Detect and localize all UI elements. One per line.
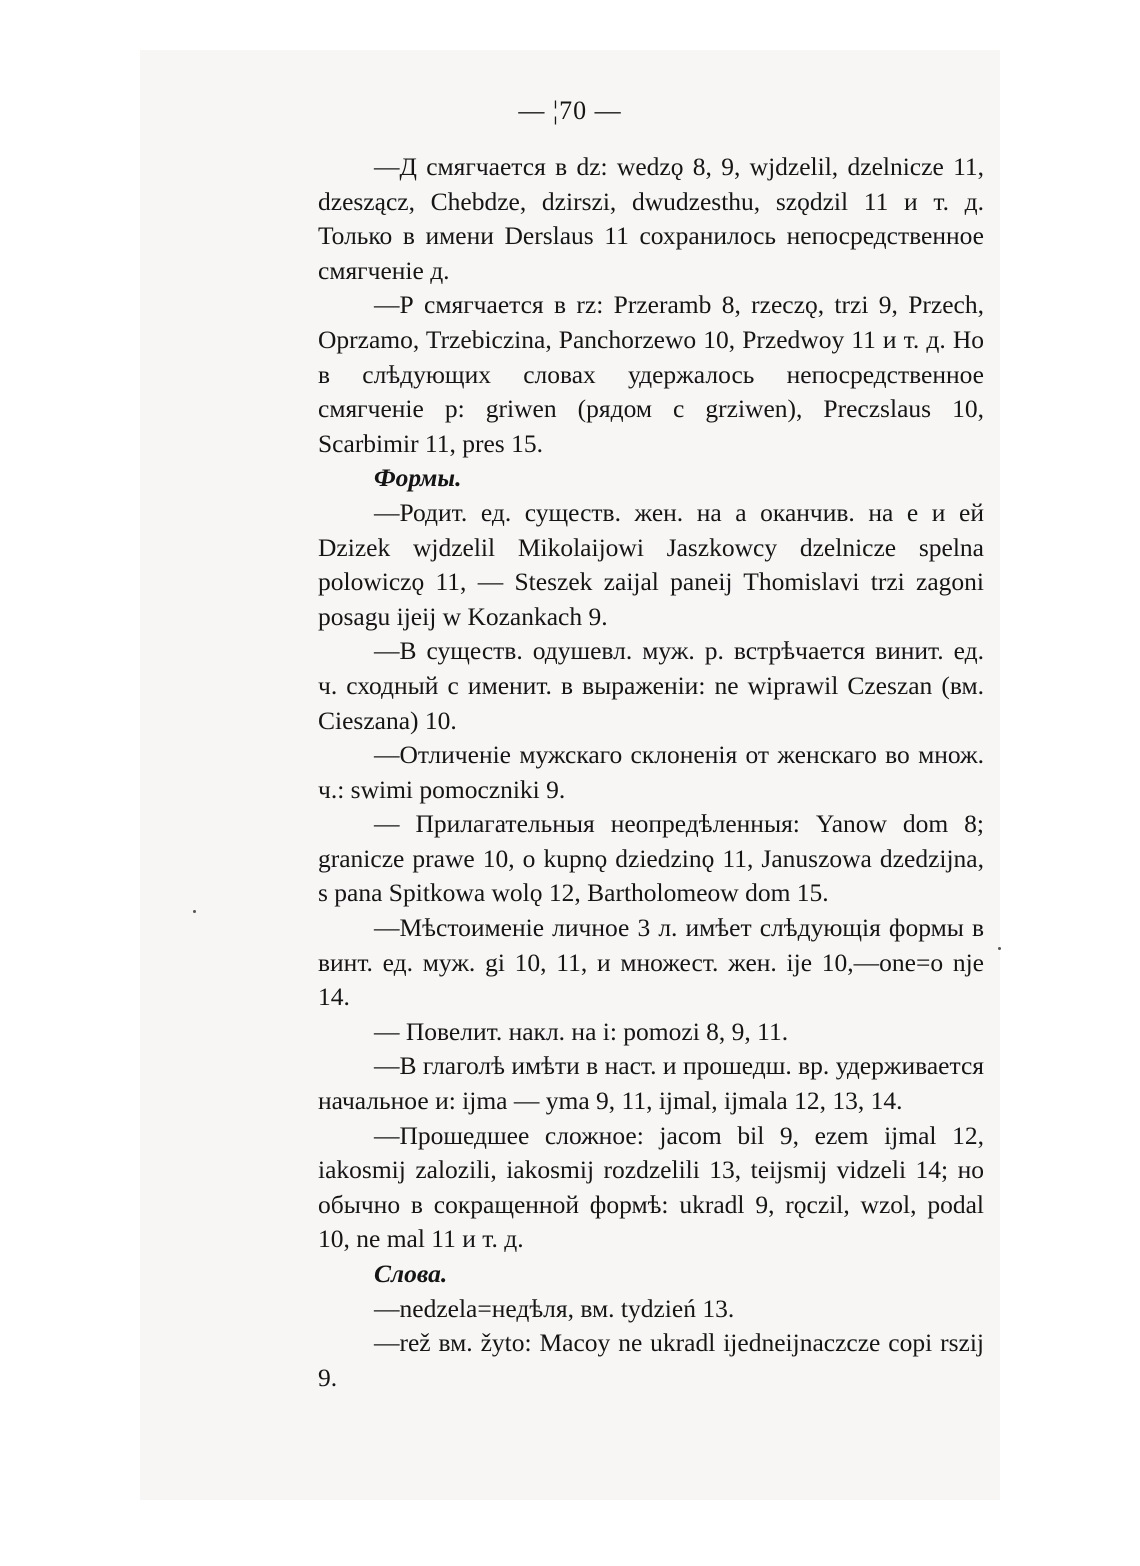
paper-speck bbox=[998, 947, 1001, 950]
paragraph-rez: —rež вм. žyto: Macoy ne ukradl ijedneijnaczcze copi rszij 9. bbox=[318, 1328, 984, 1392]
paragraph-nedzela: —nedzela=недѣля, вм. tydzień 13. bbox=[374, 1293, 735, 1323]
paragraph-accusative: —В существ. одушевл. муж. р. встрѣчается винит. ед. ч. сходный с именит. в выраженіи: ne wiprawil Czeszan (вм. Cieszana) 10. bbox=[318, 636, 984, 735]
paragraph-imperative: — Повелит. накл. на i: pomozi 8, 9, 11. bbox=[374, 1016, 789, 1046]
paragraph-verb-imeti: —В глаголѣ имѣти в наст. и прошедш. вр. удерживается начальное и: ijma — yma 9, 11, ijmal, ijmala 12, 13, 14. bbox=[318, 1051, 984, 1116]
paragraph-declension: —Отличеніе мужскаго склоненія от женскаго во множ. ч.: swimi pomoczniki 9. bbox=[318, 740, 984, 804]
paragraph-past-compound: —Прошедшее сложное: jacom bil 9, ezem ijmal 12, iakosmij zalozili, iakosmij rozdzelili 13, teijsmij vidzeli 14; но обычно в сокращенной формѣ: ukradl 9, rǫczil, wzol, podal 10, ne mal 11 и т. д. bbox=[318, 1120, 984, 1254]
heading-forms: Формы. bbox=[374, 463, 462, 493]
paragraph-r-softening: —Р смягчается в rz: Przeramb 8, rzeczǫ, trzi 9, Przech, Oprzamo, Trzebiczina, Panchorzewo 10, Przedwoy 11 и т. д. Но в слѣдующих словах удержалось непосредственное смягченіе p: griwen (рядом с grziwen), Preczslaus 10, Scarbimir 11, pres 15. bbox=[318, 290, 984, 458]
page-number: — ¦70 — bbox=[518, 96, 622, 125]
paper-speck bbox=[193, 910, 196, 913]
paragraph-adjectives: — Прилагательныя неопредѣленныя: Yanow dom 8; granicze prawe 10, o kupnǫ dziedzinǫ 11, Januszowa dzedzijna, s pana Spitkowa wolǫ 12, Bartholomeow dom 15. bbox=[318, 809, 984, 908]
paragraph-pronoun: —Мѣстоименіе личное 3 л. имѣет слѣдующія формы в винт. ед. муж. gi 10, 11, и множест. жен. ije 10,—one=o nje 14. bbox=[318, 913, 984, 1012]
body-text bbox=[318, 150, 984, 1395]
heading-words: Слова. bbox=[374, 1259, 448, 1288]
paragraph-d-softening: —Д смягчается в dz: wedzǫ 8, 9, wjdzelil, dzelnicze 11, dzeszącz, Chebdze, dzirszi, dwudzesthu, szǫdzil 11 и т. д. Только в имени Derslaus 11 сохранилось непосредственное смягченіе д. bbox=[318, 152, 984, 285]
paragraph-genitive: —Родит. ед. существ. жен. на а оканчив. на е и ей Dzizek wjdzelil Mikolaijowi Jaszkowcy dzelnicze spelna polowiczǫ 11, — Steszek zaijal paneij Thomislavi trzi zagoni posagu ijeij w Kozankach 9. bbox=[318, 497, 984, 631]
